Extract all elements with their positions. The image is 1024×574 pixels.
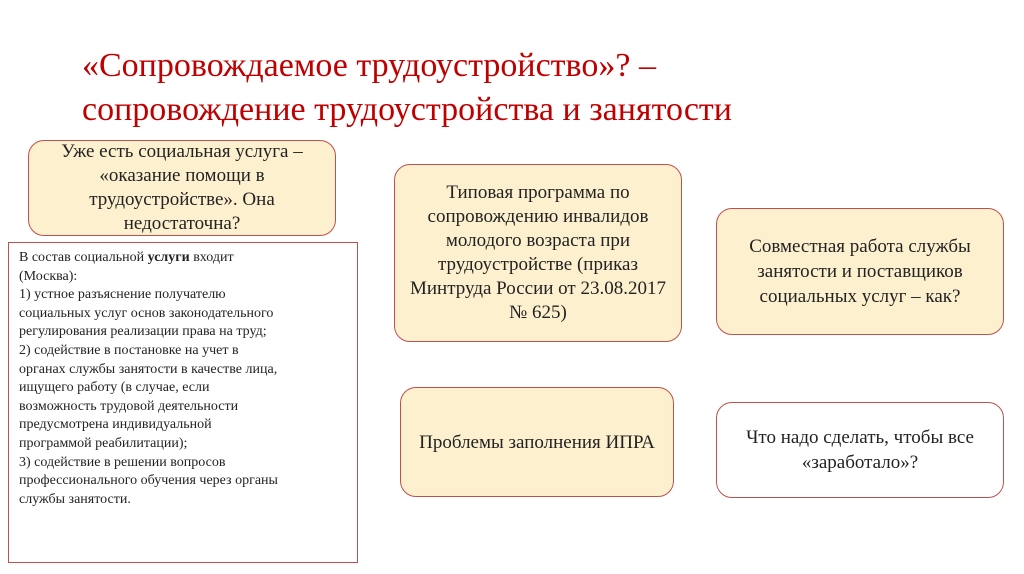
typical-program-text: Типовая программа по сопровождению инвалидов молодого возраста при трудоустройстве (приказ Минтруда России от 23.08.2017 № 625) — [410, 182, 666, 323]
service-list-panel — [8, 242, 358, 563]
joint-work-box — [716, 208, 1004, 335]
intro-after: входит — [189, 250, 234, 265]
existing-service-text: Уже есть социальная услуга – «оказание помощи в трудоустройстве». Она недостаточна? — [61, 141, 303, 234]
what-to-do-box — [716, 402, 1004, 498]
service-list-line: возможность трудовой деятельности — [19, 398, 239, 414]
slide-title — [82, 44, 982, 132]
service-list-line: 3) содействие в решении вопросов — [19, 454, 226, 470]
ipra-problems-text: Проблемы заполнения ИПРА — [419, 431, 655, 453]
service-list-line: ищущего работу (в случае, если — [19, 380, 210, 396]
what-to-do-text: Что надо сделать, чтобы все «заработало»? — [746, 427, 974, 473]
joint-work-text: Совместная работа службы занятости и поставщиков социальных услуг – как? — [749, 236, 971, 307]
title-line-2: сопровождение трудоустройства и занятости — [82, 91, 732, 128]
service-list-line: профессионального обучения через органы — [19, 473, 278, 489]
intro-bold: услуги — [147, 250, 190, 265]
service-list-line: регулирования реализации права на труд; — [19, 324, 267, 340]
service-list-intro — [19, 249, 347, 268]
service-list-line: (Москва): — [19, 268, 78, 284]
service-list-line: социальных услуг основ законодательного — [19, 305, 274, 321]
service-list-line: службы занятости. — [19, 491, 131, 507]
title-line-1: «Сопровождаемое трудоустройство»? – — [82, 47, 656, 84]
existing-service-box — [28, 140, 336, 236]
typical-program-box — [394, 164, 682, 342]
ipra-problems-box — [400, 387, 674, 497]
service-list-line: предусмотрена индивидуальной — [19, 417, 212, 433]
service-list-line: 2) содействие в постановке на учет в — [19, 342, 239, 358]
service-list-line: 1) устное разъяснение получателю — [19, 287, 226, 303]
service-list-line: органах службы занятости в качестве лица, — [19, 361, 278, 377]
intro-before: В состав социальной — [19, 250, 148, 265]
service-list-line: программой реабилитации); — [19, 435, 188, 451]
